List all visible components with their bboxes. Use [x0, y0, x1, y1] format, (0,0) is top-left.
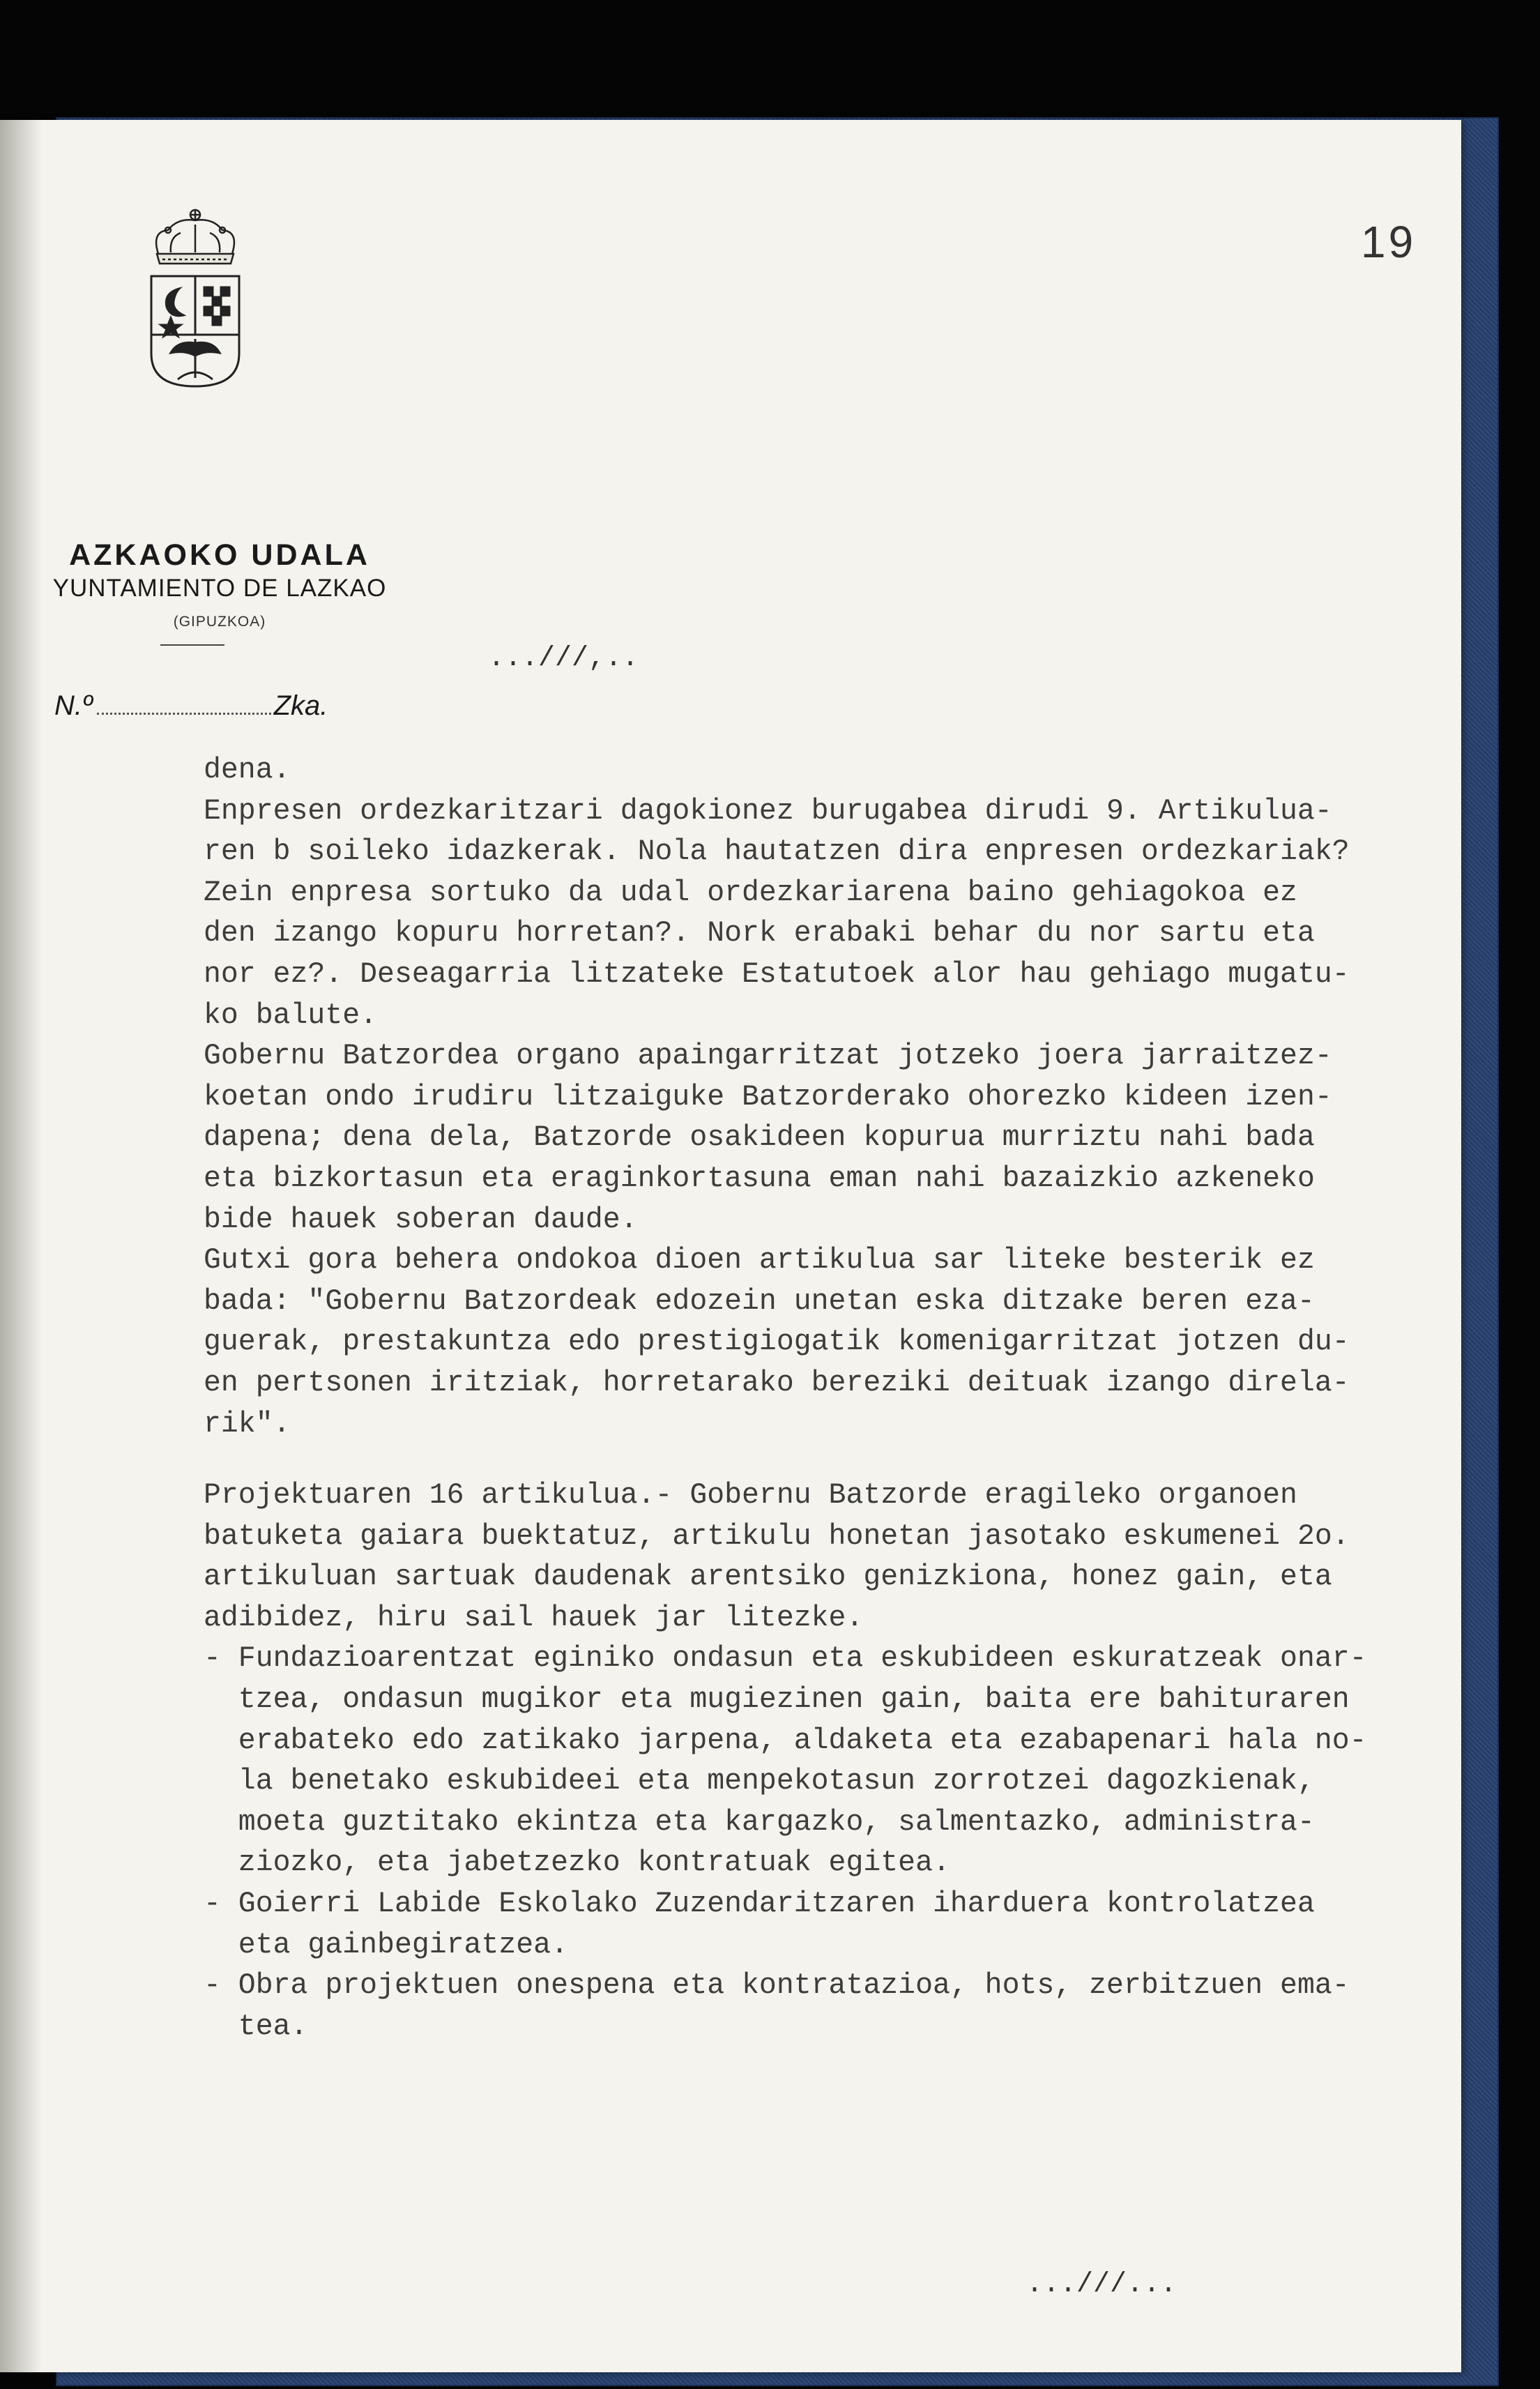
text-line: ziozko, eta jabetzezko kontratuak egitea.	[204, 1846, 950, 1880]
text-line: den izango kopuru horretan?. Nork erabaki behar du nor sartu eta	[204, 917, 1315, 950]
text-line: Zein enpresa sortuko da udal ordezkariarena baino gehiagokoa ez	[204, 876, 1297, 909]
ref-prefix: N.º	[54, 690, 93, 721]
text-line: ko balute.	[204, 999, 378, 1032]
text-line: tea.	[204, 2010, 308, 2043]
text-line: erabateko edo zatikako jarpena, aldaketa eta ezabapenari hala no-	[204, 1724, 1367, 1757]
text-line: adibidez, hiru sail hauek jar litezke.	[204, 1601, 864, 1635]
text-line: ren b soileko idazkerak. Nola hautatzen dira enpresen ordezkariak?	[204, 835, 1350, 869]
text-line: dapena; dena dela, Batzorde osakideen kopurua murriztu nahi bada	[204, 1121, 1315, 1155]
text-line: - Goierri Labide Eskolako Zuzendaritzaren iharduera kontrolatzea	[204, 1888, 1315, 1921]
text-line: bada: "Gobernu Batzordeak edozein unetan eska ditzake beren eza-	[204, 1284, 1315, 1318]
text-line: bide hauek soberan daude.	[204, 1203, 638, 1236]
text-line: artikuluan sartuak daudenak arentsiko genizkiona, honez gain, eta	[204, 1561, 1332, 1594]
text-line: batuketa gaiara buektatuz, artikulu honetan jasotako eskumenei 2o.	[204, 1519, 1350, 1553]
text-line: eta bizkortasun eta eraginkortasuna eman nahi bazaizkio azkeneko	[204, 1162, 1315, 1195]
document-page	[0, 120, 1461, 2372]
text-line: la benetako eskubideei eta menpekotasun zorrotzei dagozkienak,	[204, 1765, 1315, 1798]
text-line: Enpresen ordezkaritzari dagokionez burugabea dirudi 9. Artikulua-	[204, 794, 1332, 828]
text-line: guerak, prestakuntza edo prestigiogatik komenigarritzat jotzen du-	[204, 1326, 1350, 1359]
ref-suffix: Zka.	[273, 690, 328, 721]
continuation-mark-top: ...///,..	[488, 643, 639, 674]
text-line: rik".	[204, 1407, 291, 1441]
spine-shadow	[0, 120, 42, 2372]
text-line: nor ez?. Deseagarria litzateke Estatutoek alor hau gehiago mugatu-	[204, 957, 1350, 991]
page-number: 19	[1361, 217, 1417, 267]
text-line: Gutxi gora behera ondokoa dioen artikulua sar liteke besterik ez	[204, 1244, 1315, 1277]
paragraph-gap	[204, 1445, 1472, 1476]
reference-number-line	[54, 690, 328, 722]
organization-name-spanish: YUNTAMIENTO DE LAZKAO	[52, 575, 387, 602]
text-line: - Fundazioarentzat eginiko ondasun eta eskubideen eskuratzeak onar-	[204, 1642, 1367, 1676]
ref-dotted-line	[97, 713, 271, 715]
typewritten-body	[204, 750, 1472, 2047]
text-line: Gobernu Batzordea organo apaingarritzat jotzeko joera jarraitzez-	[204, 1040, 1332, 1073]
organization-name: AZKAOKO UDALA	[69, 538, 370, 572]
continuation-mark-bottom: ...///...	[1026, 2269, 1177, 2300]
coat-of-arms-icon	[143, 204, 247, 510]
province-label: (GIPUZKOA)	[173, 614, 266, 630]
text-line: moeta guztitako ekintza eta kargazko, salmentazko, administra-	[204, 1805, 1315, 1839]
text-line: dena.	[204, 754, 291, 787]
text-line: en pertsonen iritziak, horretarako bereziki deituak izango direla-	[204, 1366, 1350, 1400]
text-line: - Obra projektuen onespena eta kontratazioa, hots, zerbitzuen ema-	[204, 1969, 1350, 2003]
text-line: tzea, ondasun mugikor eta mugiezinen gain, baita ere bahituraren	[204, 1683, 1350, 1717]
text-line: koetan ondo irudiru litzaiguke Batzorderako ohorezko kideen izen-	[204, 1080, 1332, 1114]
text-line: Projektuaren 16 artikulua.- Gobernu Batzorde eragileko organoen	[204, 1479, 1297, 1512]
text-line: eta gainbegiratzea.	[204, 1928, 568, 1962]
divider	[160, 644, 224, 646]
